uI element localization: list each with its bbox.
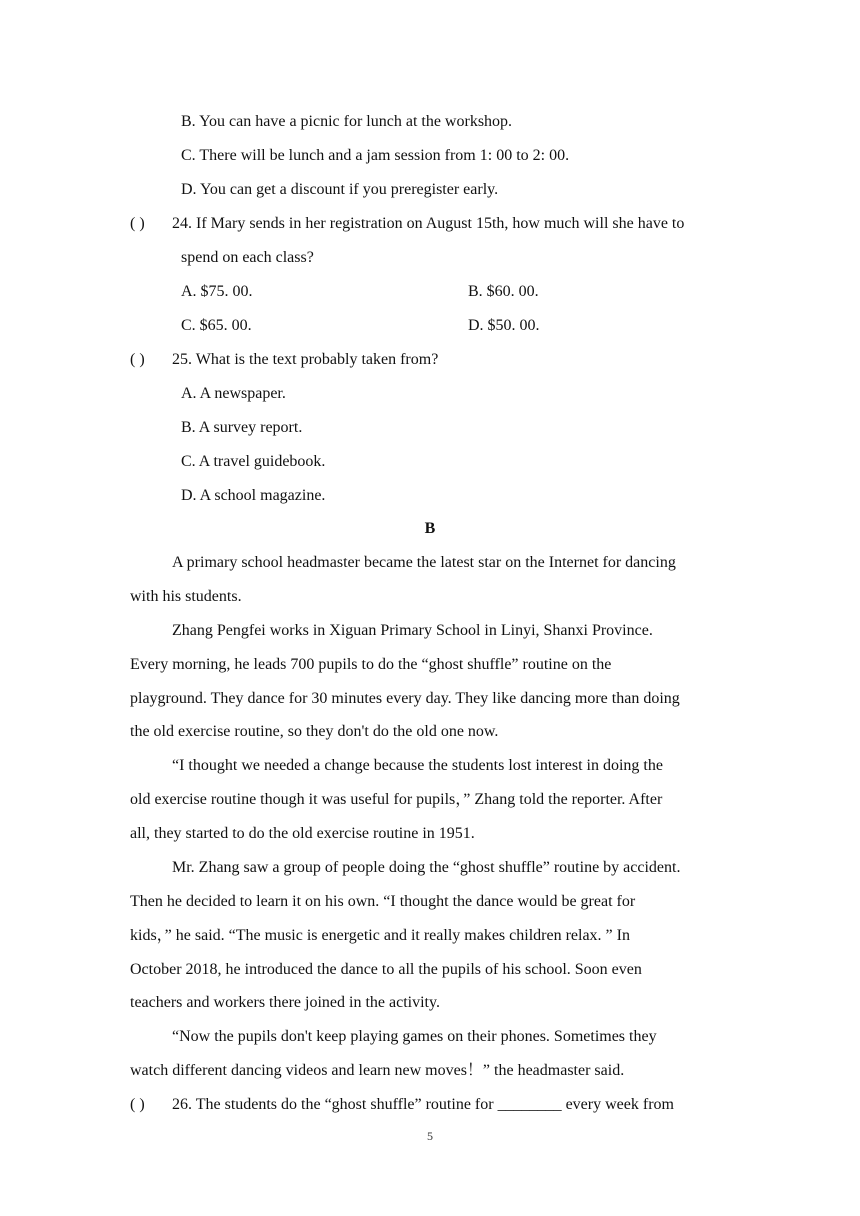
q24-option-a: A. $75. 00. (181, 283, 253, 300)
passage-p4-line2: Then he decided to learn it on his own. “I thought the dance would be great for (130, 893, 636, 910)
q24-option-c: C. $65. 00. (181, 317, 252, 334)
q26-stem: 26. The students do the “ghost shuffle” routine for ________ every week from (172, 1096, 674, 1113)
q23-option-b: B. You can have a picnic for lunch at the workshop. (181, 113, 513, 130)
q25-option-d: D. A school magazine. (181, 487, 326, 504)
passage-p3-line1: “I thought we needed a change because the students lost interest in doing the (172, 757, 663, 774)
q25-paren: ( ) (130, 351, 145, 368)
q24-paren: ( ) (130, 215, 145, 232)
q24-option-d: D. $50. 00. (468, 317, 540, 334)
q24-option-b: B. $60. 00. (468, 283, 539, 300)
page-number: 5 (427, 1129, 433, 1143)
passage-p4-line1: Mr. Zhang saw a group of people doing the “ghost shuffle” routine by accident. (172, 859, 681, 876)
q25-option-c: C. A travel guidebook. (181, 453, 326, 470)
q25-stem: 25. What is the text probably taken from? (172, 351, 439, 368)
section-b-heading: B (424, 520, 436, 537)
passage-p2-line4: the old exercise routine, so they don't do the old one now. (130, 723, 499, 740)
passage-p4-line3: kids，” he said. “The music is energetic and it really makes children relax. ” In (130, 927, 630, 944)
q25-option-b: B. A survey report. (181, 419, 303, 436)
passage-p5-line1: “Now the pupils don't keep playing games on their phones. Sometimes they (172, 1028, 657, 1045)
q25-option-a: A. A newspaper. (181, 385, 286, 402)
passage-p2-line3: playground. They dance for 30 minutes every day. They like dancing more than doing (130, 690, 680, 707)
passage-p4-line4: October 2018, he introduced the dance to all the pupils of his school. Soon even (130, 961, 642, 978)
passage-p4-line5: teachers and workers there joined in the activity. (130, 994, 440, 1011)
passage-p1-line2: with his students. (130, 588, 242, 605)
q26-paren: ( ) (130, 1096, 145, 1113)
q24-stem-line2: spend on each class? (181, 249, 314, 266)
passage-p3-line2: old exercise routine though it was useful for pupils，” Zhang told the reporter. After (130, 791, 663, 808)
passage-p3-line3: all, they started to do the old exercise routine in 1951. (130, 825, 475, 842)
passage-p5-line2: watch different dancing videos and learn new moves！” the headmaster said. (130, 1062, 625, 1079)
q24-stem-line1: 24. If Mary sends in her registration on August 15th, how much will she have to (172, 215, 685, 232)
passage-p2-line2: Every morning, he leads 700 pupils to do the “ghost shuffle” routine on the (130, 656, 612, 673)
q23-option-c: C. There will be lunch and a jam session from 1: 00 to 2: 00. (181, 147, 570, 164)
q23-option-d: D. You can get a discount if you preregister early. (181, 181, 499, 198)
passage-p1-line1: A primary school headmaster became the latest star on the Internet for dancing (172, 554, 676, 571)
passage-p2-line1: Zhang Pengfei works in Xiguan Primary School in Linyi, Shanxi Province. (172, 622, 653, 639)
